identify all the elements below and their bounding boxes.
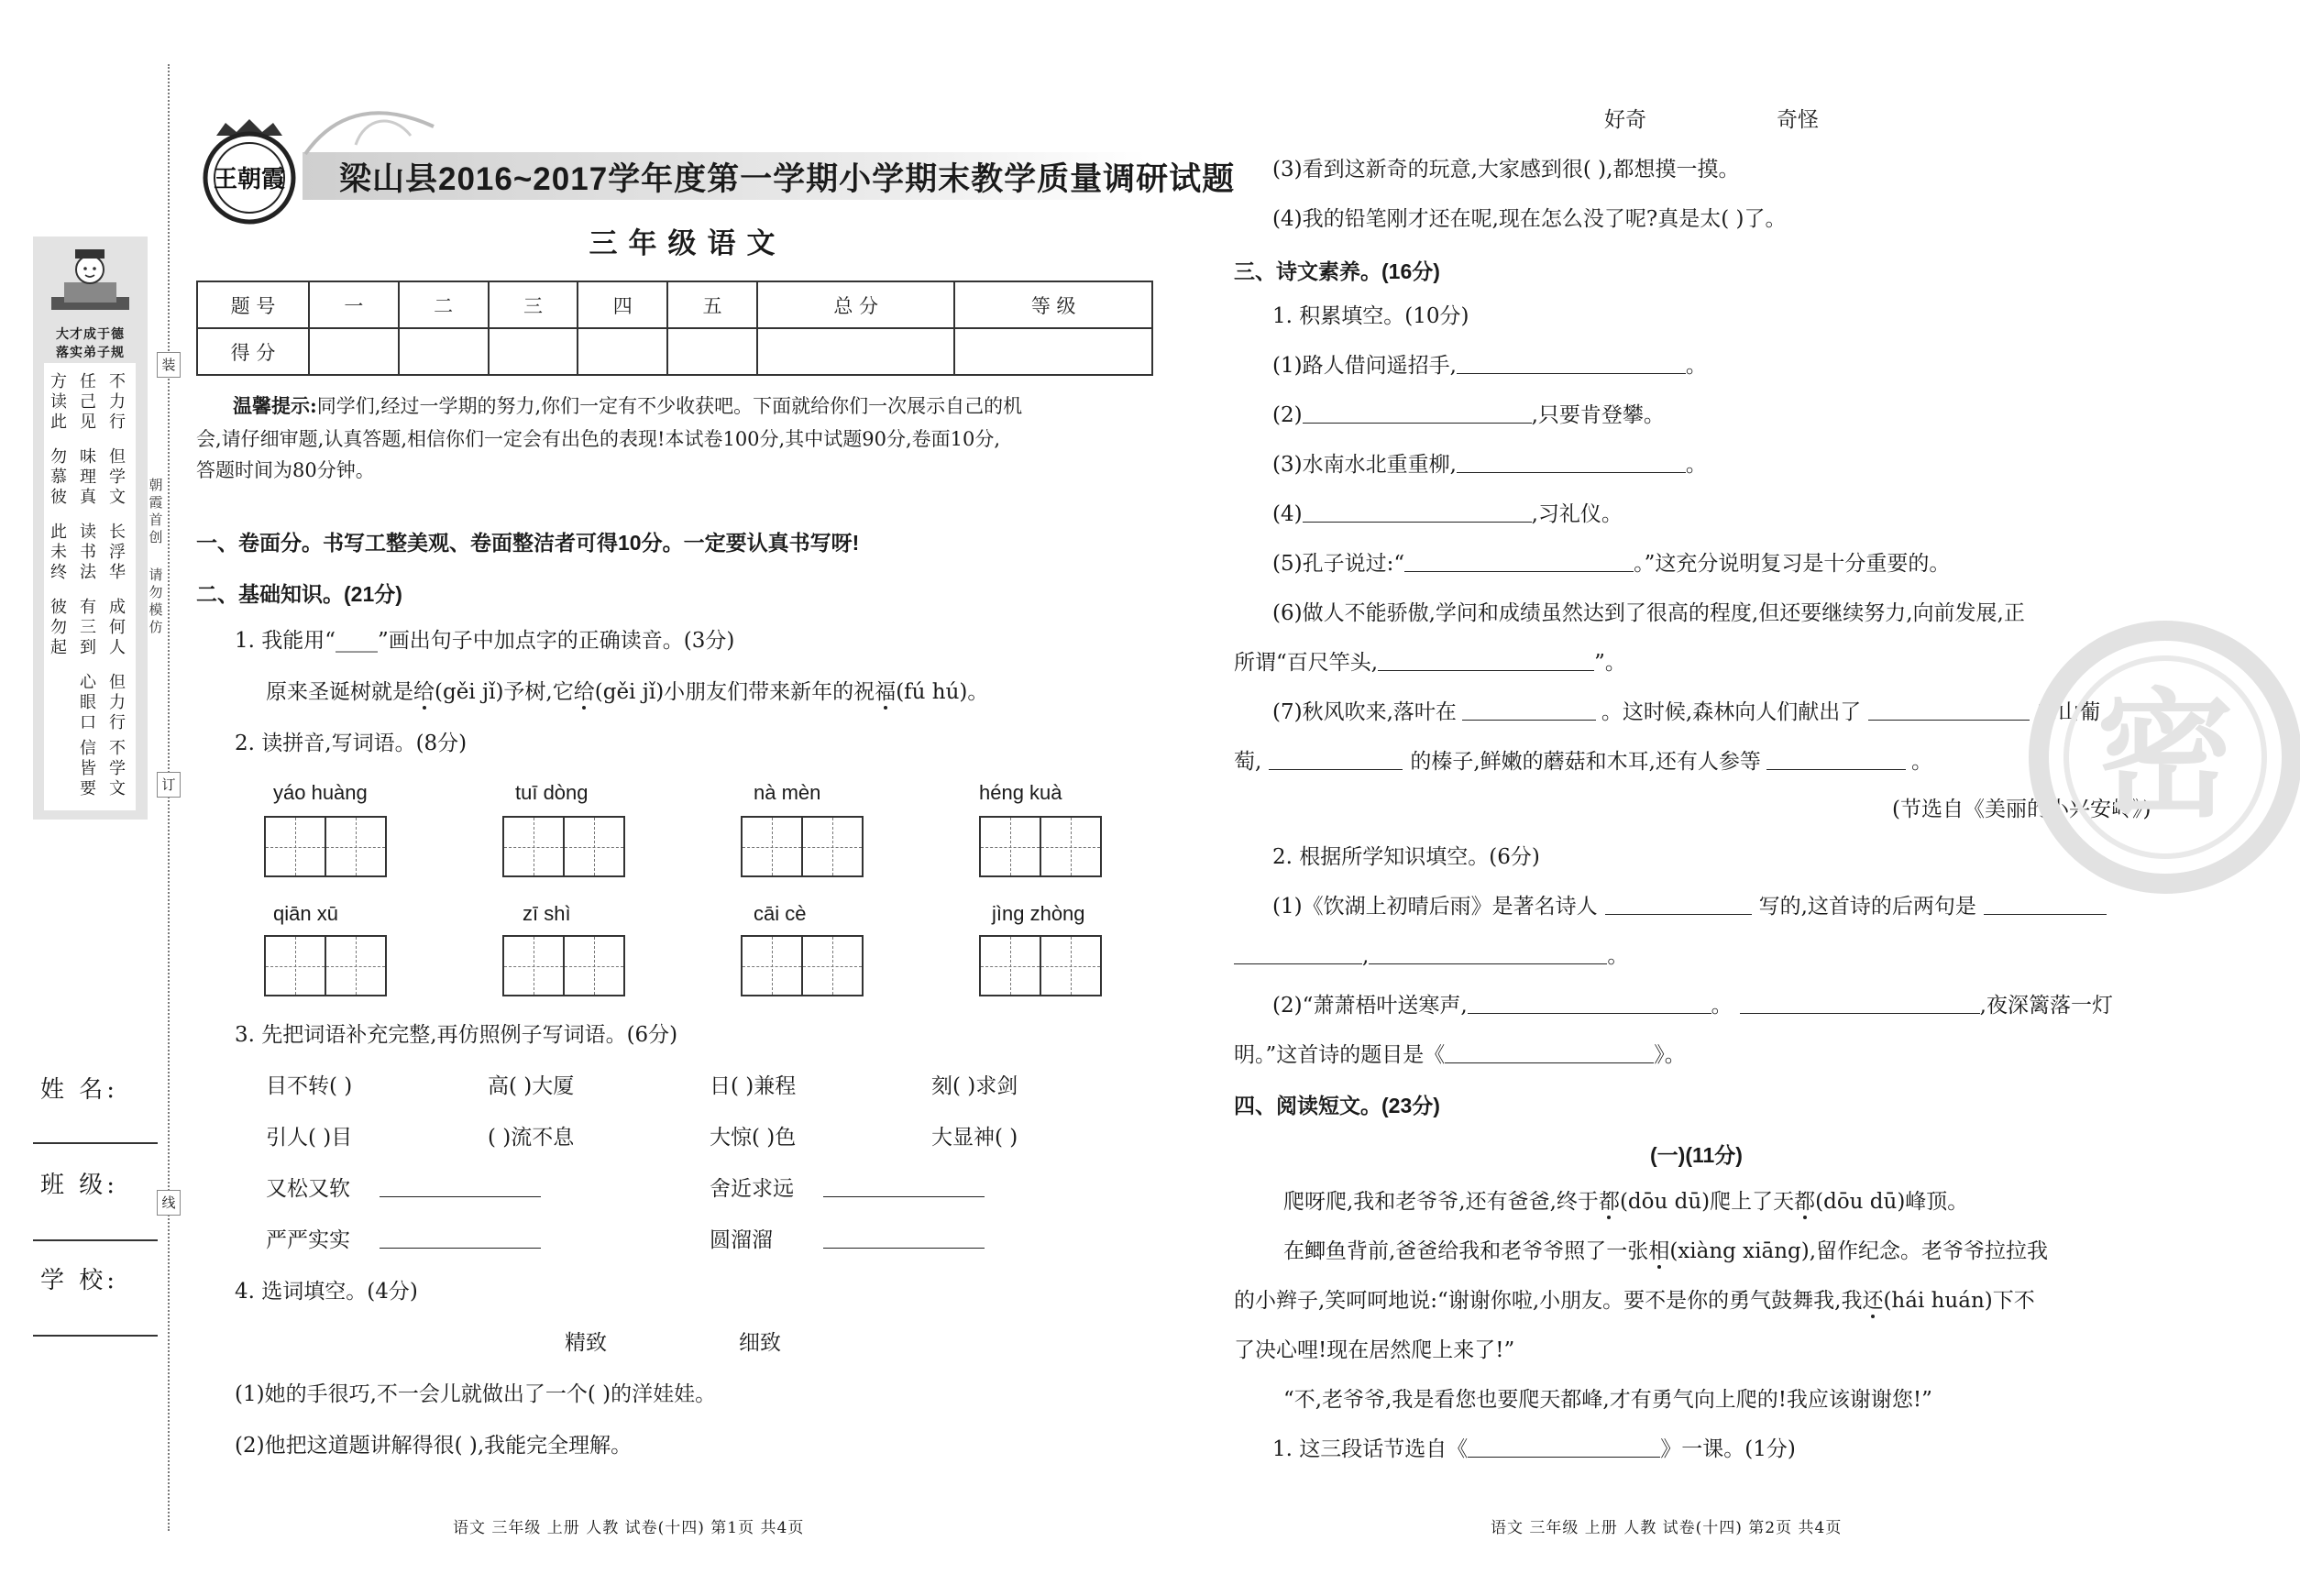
poem-column: 信皆要	[80, 739, 96, 798]
score-cell[interactable]	[309, 328, 399, 375]
poem-column: 读书法	[80, 523, 96, 582]
poem-column: 任己见	[80, 372, 96, 432]
dotted-char: 相	[1648, 1239, 1670, 1263]
score-table-header-row	[197, 281, 1152, 328]
score-table-score-row	[197, 328, 1152, 375]
poem-column: 此未终	[50, 523, 67, 582]
reading-paragraph	[1234, 1287, 2035, 1315]
dizigui-poem	[44, 363, 136, 810]
section-1-heading: 一、卷面分。书写工整美观、卷面整洁者可得10分。一定要认真书写呀!	[196, 531, 860, 555]
score-cell[interactable]	[954, 328, 1152, 375]
class-label: 班 级:	[40, 1172, 119, 1199]
answer-blank[interactable]	[1303, 404, 1532, 424]
score-cell[interactable]	[667, 328, 757, 375]
poem-column: 心眼口	[80, 673, 96, 732]
question-text: 》一课。(1分)	[1660, 1437, 1796, 1461]
example-text: 严严实实	[266, 1228, 350, 1252]
score-header-cell: 三	[489, 281, 578, 328]
dotted-char: 给	[413, 680, 435, 704]
line-text: 的榛子,鲜嫩的蘑菇和木耳,还有人参等	[1410, 750, 1761, 774]
passage-text: 爬呀爬,我和老爷爷,还有爸爸,终于	[1283, 1190, 1599, 1214]
line-text: 明。”这首诗的题目是《	[1234, 1043, 1446, 1067]
word-choice: 奇怪	[1777, 108, 1819, 132]
poem-column: 味理真	[80, 447, 96, 507]
pinyin-label: qiān xū	[273, 902, 338, 925]
line-text: 》。	[1654, 1043, 1686, 1067]
answer-blank[interactable]	[1445, 1044, 1654, 1063]
pinyin-choice[interactable]: (gěi jǐ)小朋友们带来新年的祝	[594, 680, 875, 704]
idiom-blank[interactable]: 刻( )求剑	[931, 1074, 1018, 1098]
line-text: 。”这充分说明复习是十分重要的。	[1634, 552, 1951, 576]
example-text: 又松又软	[266, 1177, 350, 1201]
pinyin-label: nà mèn	[754, 781, 821, 804]
question-1-sentence	[266, 678, 988, 706]
question-2: 2. 读拼音,写词语。(8分)	[235, 732, 468, 755]
writing-grid[interactable]	[264, 935, 387, 996]
writing-grid[interactable]	[741, 816, 864, 877]
notice-text: 同学们,经过一学期的努力,你们一定有不少收获吧。下面就给你们一次展示自己的机	[316, 395, 1023, 417]
pinyin-choice[interactable]: (hái huán)下不	[1883, 1289, 2035, 1313]
idiom-blank[interactable]: 目不转( )	[266, 1074, 353, 1098]
cut-mark: 订	[157, 772, 181, 798]
score-cell[interactable]	[578, 328, 667, 375]
word-choice: 精致	[565, 1331, 607, 1355]
idiom-blank[interactable]: 高( )大厦	[488, 1074, 575, 1098]
score-cell[interactable]	[399, 328, 489, 375]
line-text: 。	[1607, 944, 1629, 968]
example-word	[710, 1227, 985, 1254]
fill-line	[1272, 501, 1623, 528]
fill-sentence[interactable]: (1)她的手很巧,不一会儿就做出了一个( )的洋娃娃。	[235, 1382, 717, 1406]
reading-question-1	[1272, 1436, 1796, 1463]
notice-label: 温馨提示:	[233, 394, 317, 417]
score-row-label: 得 分	[197, 328, 309, 375]
writing-grid[interactable]	[502, 935, 625, 996]
pinyin-choice[interactable]: (gěi jǐ)予树,它	[435, 680, 574, 704]
line-text: (5)孔子说过:“	[1272, 552, 1405, 576]
passage-text: 的小辫子,笑呵呵地说:“谢谢你啦,小朋友。要不是你的勇气鼓舞我,我	[1234, 1289, 1863, 1313]
question-3: 3. 先把词语补充完整,再仿照例子写词语。(6分)	[235, 1023, 678, 1047]
line-text: (2)“萧萧梧叶送寒声,	[1272, 994, 1468, 1018]
score-table	[196, 281, 1153, 376]
line-text: (1)路人借问遥招手,	[1272, 354, 1457, 378]
answer-blank[interactable]	[1457, 454, 1686, 473]
writing-grid[interactable]	[979, 935, 1102, 996]
brand-name: 王朝霞	[213, 166, 286, 193]
cut-mark: 装	[157, 352, 181, 378]
pinyin-label: yáo huàng	[273, 781, 368, 804]
excerpt-source: (节选自《美丽的小兴安岭》)	[1892, 798, 2151, 821]
line-text: 。这时候,森林向人们献出了	[1601, 700, 1862, 724]
name-field[interactable]	[33, 1142, 158, 1144]
pinyin-choice[interactable]: (xiàng xiāng),留作纪念。老爷爷拉拉我	[1669, 1239, 2049, 1263]
fill-line	[1272, 992, 2113, 1019]
score-cell[interactable]	[757, 328, 955, 375]
line-text: ,夜深篱落一灯	[1979, 994, 2113, 1018]
score-header-cell: 五	[667, 281, 757, 328]
poem-column: 有三到	[80, 598, 96, 657]
line-text: 所谓“百尺竿头,	[1234, 651, 1379, 675]
line-text: ”。	[1594, 651, 1626, 675]
fill-line	[1272, 699, 2100, 726]
word-choice: 好奇	[1604, 108, 1646, 132]
poetry-question-1: 1. 积累填空。(10分)	[1272, 304, 1469, 328]
answer-blank[interactable]	[1378, 652, 1594, 671]
dotted-char: 福	[875, 680, 897, 704]
binding-note: 朝霞首创	[149, 477, 163, 545]
pinyin-label: tuī dòng	[515, 781, 589, 804]
fill-sentence[interactable]: (4)我的铅笔刚才还在呢,现在怎么没了呢?真是太( )了。	[1272, 207, 1787, 231]
idiom-blank[interactable]: 引人( )目	[266, 1126, 353, 1150]
answer-blank[interactable]	[1868, 701, 2030, 721]
answer-blank[interactable]	[380, 1229, 541, 1249]
answer-blank[interactable]	[1605, 896, 1752, 915]
pinyin-choice[interactable]: (dōu dū)爬上了天	[1619, 1190, 1795, 1214]
answer-blank[interactable]	[1468, 1438, 1660, 1458]
poem-column: 但学文	[109, 447, 126, 507]
pinyin-choice[interactable]: (dōu dū)峰顶。	[1815, 1190, 1969, 1214]
reading-paragraph: “不,老爷爷,我是看您也要爬天都峰,才有勇气向上爬的!我应该谢谢您!”	[1283, 1388, 1932, 1412]
fill-sentence[interactable]: (3)看到这新奇的玩意,大家感到很( ),都想摸一摸。	[1272, 158, 1740, 182]
line-text: 写的,这首诗的后两句是	[1758, 895, 1976, 919]
writing-grid[interactable]	[502, 816, 625, 877]
fill-line: (1)路人借问遥招手, 。	[1272, 354, 1707, 378]
fill-line	[1272, 550, 1950, 578]
poem-column: 不学文	[109, 739, 126, 798]
fill-sentence[interactable]: (2)他把这道题讲解得很( ),我能完全理解。	[235, 1434, 633, 1458]
section-2-heading: 二、基础知识。(21分)	[196, 582, 402, 606]
idiom-blank[interactable]: 大惊( )色	[710, 1126, 797, 1150]
poem-column: 不力行	[109, 372, 126, 432]
dotted-char: 都	[1794, 1190, 1816, 1214]
exam-title: 梁山县2016~2017学年度第一学期小学期末教学质量调研试题	[339, 161, 1236, 197]
line-text: 萄,	[1234, 750, 1262, 774]
sentence-part: 原来圣诞树就是	[266, 680, 413, 704]
answer-blank[interactable]	[1457, 355, 1686, 374]
example-text: 舍近求远	[710, 1177, 794, 1201]
poem-column: 方读此	[50, 372, 67, 432]
poetry-question-2: 2. 根据所学知识填空。(6分)	[1272, 845, 1540, 869]
idiom-blank[interactable]: 大显神( )	[931, 1126, 1018, 1150]
motto-line: 落实弟子规	[56, 346, 125, 360]
answer-blank[interactable]	[1234, 945, 1362, 964]
example-word	[266, 1175, 541, 1203]
school-field[interactable]	[33, 1335, 158, 1337]
sidebar-panel	[33, 237, 148, 820]
line-text: ,只要肯登攀。	[1531, 403, 1665, 427]
fill-line	[1272, 893, 2107, 920]
pinyin-label: jìng zhòng	[992, 902, 1085, 925]
line-text: (7)秋风吹来,落叶在	[1272, 700, 1457, 724]
reading-paragraph	[1283, 1188, 1968, 1216]
notice-line	[233, 392, 1022, 420]
reading-paragraph	[1283, 1238, 2048, 1265]
line-text: (4)	[1272, 502, 1303, 526]
line-text: 的山葡	[2037, 700, 2101, 724]
class-field[interactable]	[33, 1239, 158, 1241]
score-header-cell: 等 级	[954, 281, 1152, 328]
answer-blank[interactable]	[1404, 553, 1634, 572]
poem-column: 彼勿起	[50, 598, 67, 657]
answer-blank[interactable]	[823, 1229, 985, 1249]
section-4-heading: 四、阅读短文。(23分)	[1234, 1094, 1440, 1117]
poem-column: 成何人	[109, 598, 126, 657]
pinyin-label: zī shì	[523, 902, 571, 925]
confidential-stamp-icon	[2028, 620, 2300, 895]
pinyin-choice[interactable]: (fú hú)。	[896, 680, 989, 704]
word-choice: 细致	[739, 1331, 781, 1355]
reading-subheading: (一)(11分)	[1650, 1143, 1743, 1167]
fill-line	[1234, 942, 1628, 970]
dotted-char: 给	[573, 680, 595, 704]
fill-line: (3)水南水北重重柳, 。	[1272, 453, 1707, 477]
answer-blank[interactable]	[1740, 995, 1980, 1014]
brand-seal-icon	[198, 117, 301, 226]
exam-subtitle: 三年级语文	[589, 227, 787, 260]
line-text: (1)《饮湖上初晴后雨》是著名诗人	[1272, 895, 1598, 919]
answer-blank[interactable]	[1468, 995, 1711, 1014]
poem-column: 勿慕彼	[50, 447, 67, 507]
binding-note: 请勿模仿	[149, 567, 163, 635]
line-text: (3)水南水北重重柳,	[1272, 453, 1457, 477]
line-text: 。	[1711, 994, 1733, 1018]
fill-line	[1234, 748, 1932, 776]
answer-blank[interactable]	[1984, 896, 2107, 915]
writing-grid[interactable]	[741, 935, 864, 996]
page-footer: 语文 三年级 上册 人教 试卷(十四) 第2页 共4页	[1491, 1519, 1843, 1537]
name-label: 姓 名:	[40, 1076, 119, 1104]
motto-line: 大才成于德	[56, 327, 125, 342]
score-header-cell: 四	[578, 281, 667, 328]
notice-line: 会,请仔细审题,认真答题,相信你们一定会有出色的表现!本试卷100分,其中试题90分,卷面10分,	[196, 428, 1001, 450]
section-3-heading: 三、诗文素养。(16分)	[1234, 259, 1440, 283]
dotted-char: 还	[1862, 1289, 1884, 1313]
dotted-char: 都	[1598, 1190, 1620, 1214]
answer-blank[interactable]	[1269, 751, 1403, 770]
reading-paragraph: 了决心哩!现在居然爬上来了!”	[1234, 1338, 1515, 1362]
question-4: 4. 选词填空。(4分)	[235, 1280, 418, 1304]
poem-column: 但力行	[109, 673, 126, 732]
pinyin-label: cāi cè	[754, 902, 807, 925]
writing-grid[interactable]	[979, 816, 1102, 877]
passage-text: 在鲫鱼背前,爸爸给我和老爷爷照了一张	[1283, 1239, 1649, 1263]
cut-mark: 线	[157, 1190, 181, 1216]
line-text: 。	[1910, 750, 1932, 774]
pinyin-label: héng kuà	[979, 781, 1062, 804]
fill-line	[1272, 402, 1665, 429]
answer-blank[interactable]	[1303, 503, 1532, 523]
answer-blank[interactable]	[823, 1178, 985, 1197]
question-1: 1. 我能用“____”画出句子中加点字的正确读音。(3分)	[235, 629, 735, 653]
stamp-text: 密	[2096, 677, 2235, 836]
question-text: 1. 这三段话节选自《	[1272, 1437, 1469, 1461]
example-word	[710, 1175, 985, 1203]
page-footer: 语文 三年级 上册 人教 试卷(十四) 第1页 共4页	[453, 1519, 805, 1537]
answer-blank[interactable]	[380, 1178, 541, 1197]
answer-blank[interactable]	[1462, 701, 1596, 721]
fill-line: (6)做人不能骄傲,学问和成绩虽然达到了很高的程度,但还要继续努力,向前发展,正	[1272, 601, 2025, 625]
answer-blank[interactable]	[1766, 751, 1906, 770]
score-header-cell: 总 分	[757, 281, 955, 328]
idiom-blank[interactable]: 日( )兼程	[710, 1074, 797, 1098]
school-label: 学 校:	[40, 1267, 119, 1294]
idiom-blank[interactable]: ( )流不息	[488, 1126, 575, 1150]
fill-line	[1234, 649, 1626, 677]
example-text: 圆溜溜	[710, 1228, 773, 1252]
line-text: ,习礼仪。	[1531, 502, 1623, 526]
line-text: ,	[1362, 944, 1370, 968]
score-header-cell: 一	[309, 281, 399, 328]
line-text: (2)	[1272, 403, 1303, 427]
binding-cut-line	[168, 64, 170, 1531]
score-header-cell: 二	[399, 281, 489, 328]
writing-grid[interactable]	[264, 816, 387, 877]
answer-blank[interactable]	[1369, 945, 1607, 964]
score-cell[interactable]	[489, 328, 578, 375]
score-header-cell: 题 号	[197, 281, 309, 328]
notice-line: 答题时间为80分钟。	[196, 459, 375, 481]
example-word	[266, 1227, 541, 1254]
poem-column: 长浮华	[109, 523, 126, 582]
fill-line	[1234, 1041, 1686, 1069]
